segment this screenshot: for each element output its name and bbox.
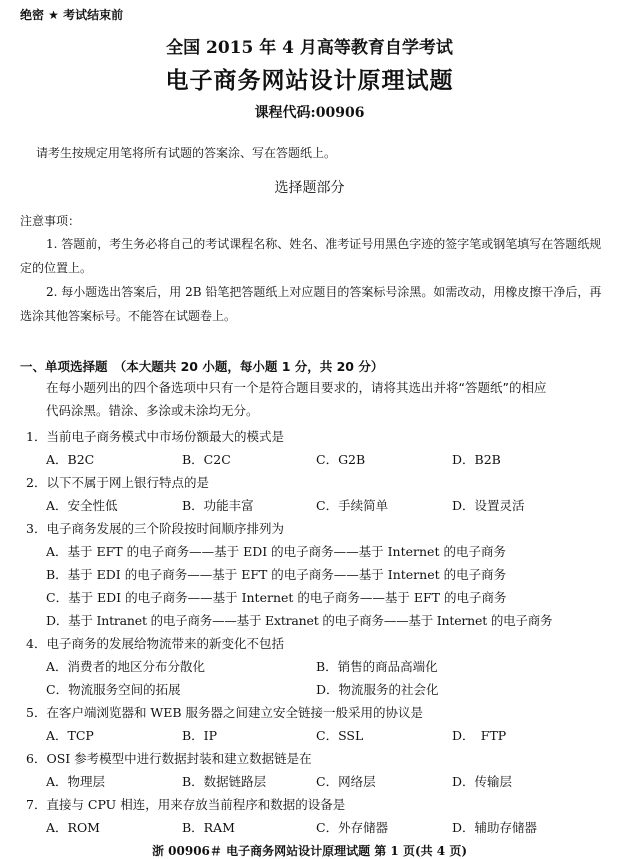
option: B．IP	[182, 728, 218, 743]
note-item: 2. 每小题选出答案后，用 2B 铅笔把答题纸上对应题目的答案标号涂黑。如需改动，用橡皮擦干净后，再选涂其他答案标号。不能答在试题卷上。	[20, 285, 602, 323]
question-stem: 5．在客户端浏览器和 WEB 服务器之间建立安全链接一般采用的协议是	[26, 705, 424, 720]
option: A．B2C	[46, 452, 95, 467]
course-code: 课程代码:00906	[254, 105, 365, 121]
option: B．数据链路层	[182, 774, 267, 789]
option: B．销售的商品高端化	[316, 659, 438, 674]
question-stem: 3．电子商务发展的三个阶段按时间顺序排列为	[26, 521, 284, 536]
option: C．网络层	[316, 774, 376, 789]
notes-title: 注意事项：	[20, 214, 81, 228]
part-title: 选择题部分	[274, 180, 345, 196]
page-footer: 浙 00906＃ 电子商务网站设计原理试题 第 1 页(共 4 页)	[151, 844, 468, 858]
question-stem: 1．当前电子商务模式中市场份额最大的模式是	[26, 429, 284, 444]
option: C．G2B	[316, 452, 366, 467]
option: C．SSL	[316, 728, 364, 743]
option: A．TCP	[46, 728, 94, 743]
option: D． FTP	[452, 728, 507, 743]
question-stem: 7．直接与 CPU 相连，用来存放当前程序和数据的设备是	[26, 797, 346, 812]
instruction: 请考生按规定用笔将所有试题的答案涂、写在答题纸上。	[36, 146, 337, 160]
question-stem: 2．以下不属于网上银行特点的是	[26, 475, 209, 490]
option: D．辅助存储器	[452, 820, 538, 835]
option: D．基于 Intranet 的电子商务——基于 Extranet 的电子商务——基于 Internet 的电子商务	[46, 613, 553, 628]
section-note: 在每小题列出的四个备选项中只有一个是符合题目要求的，请将其选出并将“答题纸”的相应代码涂黑。错涂、多涂或未涂均无分。	[46, 380, 547, 418]
option: C．外存储器	[316, 820, 389, 835]
option: A．安全性低	[46, 498, 118, 513]
option: C．手续简单	[316, 498, 389, 513]
question-stem: 6．OSI 参考模型中进行数据封装和建立数据链是在	[26, 751, 312, 766]
option: B．基于 EDI 的电子商务——基于 EFT 的电子商务——基于 Internet 的电子商务	[46, 567, 507, 582]
option: C．物流服务空间的拓展	[46, 682, 181, 697]
note-item: 1. 答题前，考生务必将自己的考试课程名称、姓名、准考证号用黑色字迹的签字笔或钢笔填写在答题纸规定的位置上。	[20, 237, 602, 275]
option: A．ROM	[46, 820, 100, 835]
exam-name: 全国 2015 年 4 月高等教育自学考试	[166, 38, 453, 58]
option: A．物理层	[46, 774, 106, 789]
option: D．B2B	[452, 452, 501, 467]
option: C．基于 EDI 的电子商务——基于 Internet 的电子商务——基于 EFT 的电子商务	[46, 590, 507, 605]
paper-title: 电子商务网站设计原理试题	[165, 67, 454, 94]
question-stem: 4．电子商务的发展给物流带来的新变化不包括	[26, 636, 284, 651]
option: B．RAM	[182, 820, 235, 835]
option: D．物流服务的社会化	[316, 682, 439, 697]
option: B．C2C	[182, 452, 231, 467]
option: D．设置灵活	[452, 498, 525, 513]
option: A．基于 EFT 的电子商务——基于 EDI 的电子商务——基于 Internet 的电子商务	[46, 544, 506, 559]
option: D．传输层	[452, 774, 513, 789]
option: B．功能丰富	[182, 498, 254, 513]
confidential-label: 绝密 ★ 考试结束前	[20, 8, 124, 22]
section-title: 一、单项选择题 （本大题共 20 小题，每小题 1 分，共 20 分）	[20, 359, 384, 374]
option: A．消费者的地区分布分散化	[46, 659, 206, 674]
